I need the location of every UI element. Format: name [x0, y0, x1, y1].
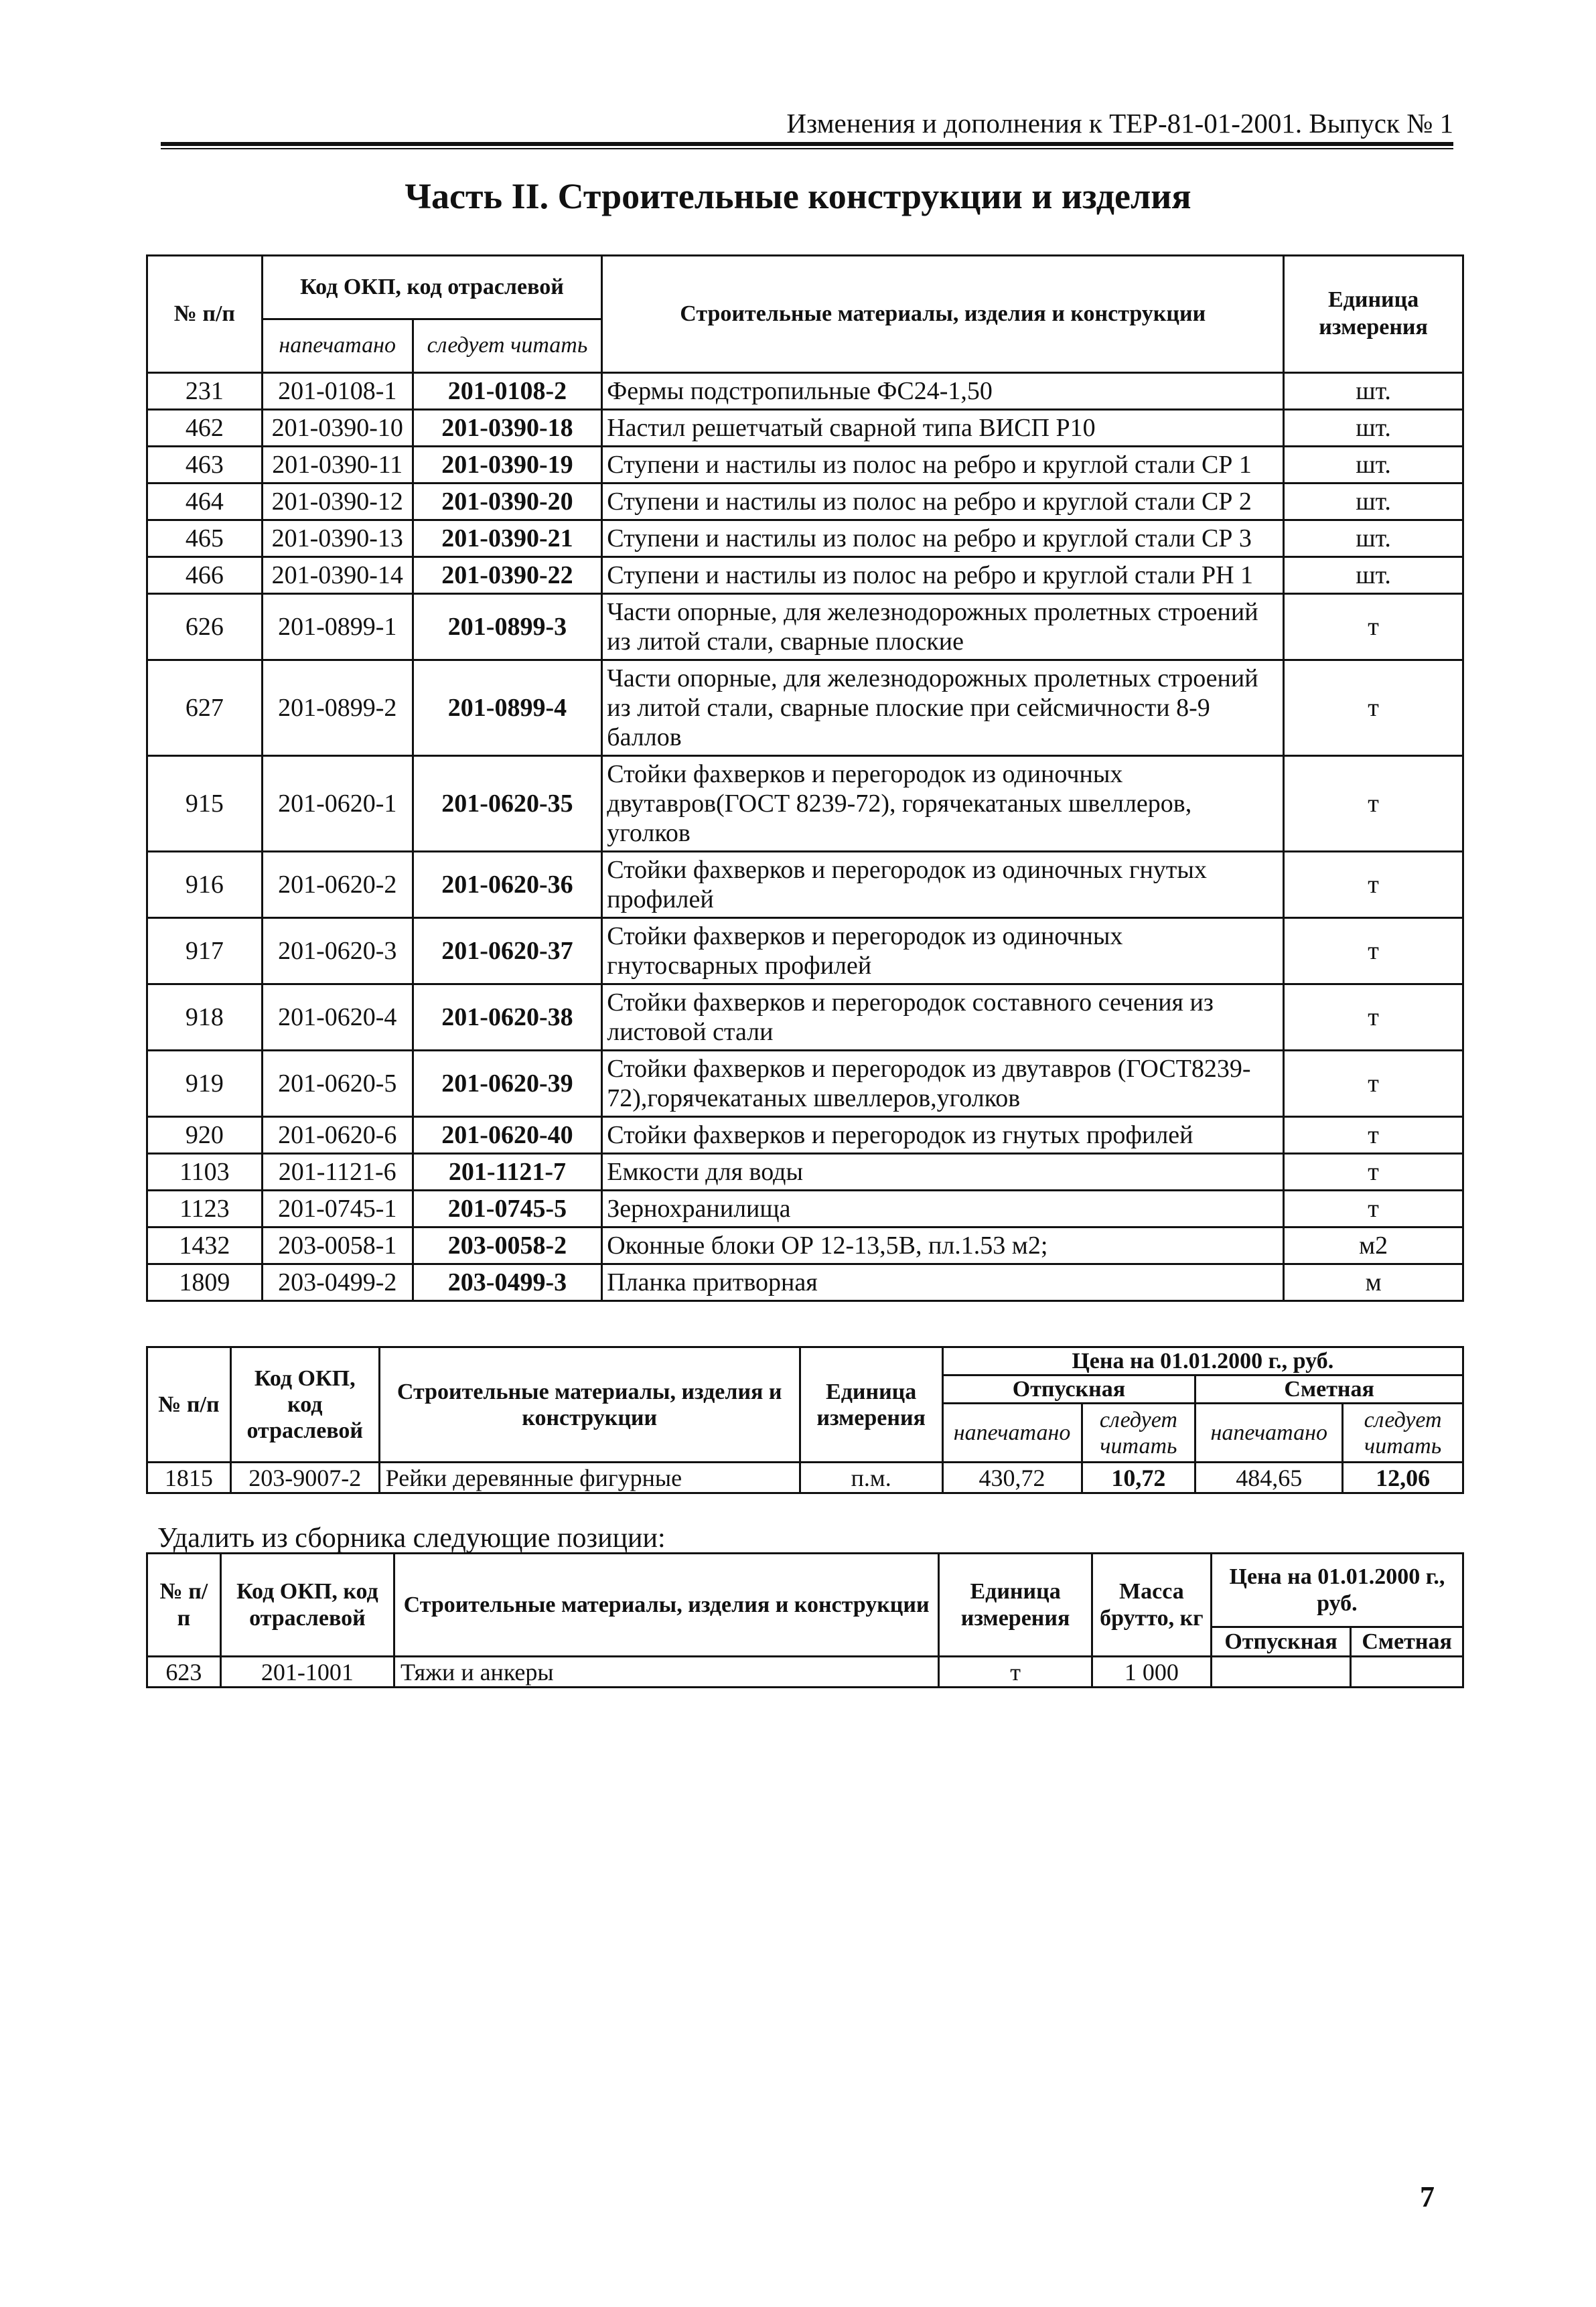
row-code-should-read: 201-0390-18: [413, 410, 602, 447]
t2-release-should: 10,72: [1082, 1463, 1195, 1493]
row-code-printed: 201-0745-1: [262, 1191, 413, 1227]
table-row: [147, 1657, 1463, 1688]
row-material-name: Фермы подстропильные ФС24-1,50: [602, 373, 1284, 410]
row-unit: шт.: [1284, 447, 1463, 483]
t2-header-release-should: следует читать: [1082, 1404, 1195, 1463]
row-unit: т: [1284, 918, 1463, 984]
t2-header-release-printed: напечатано: [942, 1404, 1082, 1463]
t2-release-printed: 430,72: [942, 1463, 1082, 1493]
row-code-printed: 201-0390-13: [262, 520, 413, 557]
row-code-printed: 201-0390-10: [262, 410, 413, 447]
removal-table: [146, 1552, 1464, 1688]
row-unit: м2: [1284, 1227, 1463, 1264]
row-material-name: Емкости для воды: [602, 1154, 1284, 1191]
row-code-should-read: 201-0620-38: [413, 984, 602, 1051]
table-row: [147, 852, 1463, 918]
row-material-name: Ступени и настилы из полос на ребро и круглой стали СР 2: [602, 483, 1284, 520]
row-code-should-read: 201-1121-7: [413, 1154, 602, 1191]
row-unit: т: [1284, 1154, 1463, 1191]
row-code-printed: 201-0620-6: [262, 1117, 413, 1154]
row-unit: т: [1284, 1051, 1463, 1117]
row-num: 462: [147, 410, 263, 447]
t2-estimate-printed: 484,65: [1195, 1463, 1343, 1493]
row-material-name: Части опорные, для железнодорожных пролетных строений из литой стали, сварные плоские: [602, 594, 1284, 660]
row-num: 1432: [147, 1227, 263, 1264]
t3-header-okp: Код ОКП, код отраслевой: [220, 1554, 394, 1657]
row-material-name: Стойки фахверков и перегородок из гнутых профилей: [602, 1117, 1284, 1154]
table-row: [147, 483, 1463, 520]
row-unit: м: [1284, 1264, 1463, 1301]
row-num: 1123: [147, 1191, 263, 1227]
table-row: [147, 1463, 1463, 1493]
table-row: [147, 1051, 1463, 1117]
row-code-should-read: 203-0499-3: [413, 1264, 602, 1301]
t2-header-unit: Единица измерения: [800, 1347, 942, 1463]
row-material-name: Настил решетчатый сварной типа ВИСП Р10: [602, 410, 1284, 447]
t2-header-estimate-printed: напечатано: [1195, 1404, 1343, 1463]
row-material-name: Ступени и настилы из полос на ребро и круглой стали РН 1: [602, 557, 1284, 594]
row-unit: шт.: [1284, 483, 1463, 520]
t2-header-okp: Код ОКП, код отраслевой: [230, 1347, 379, 1463]
header-printed: напечатано: [262, 319, 413, 373]
row-material-name: Ступени и настилы из полос на ребро и круглой стали СР 3: [602, 520, 1284, 557]
row-code-printed: 201-0108-1: [262, 373, 413, 410]
row-code-should-read: 201-0745-5: [413, 1191, 602, 1227]
row-code-should-read: 201-0899-4: [413, 660, 602, 756]
row-material-name: Зернохранилища: [602, 1191, 1284, 1227]
row-num: 465: [147, 520, 263, 557]
table-row: [147, 410, 1463, 447]
t2-header-release: Отпускная: [942, 1375, 1195, 1404]
row-unit: шт.: [1284, 557, 1463, 594]
row-code-printed: 201-0899-1: [262, 594, 413, 660]
t2-unit: п.м.: [800, 1463, 942, 1493]
row-unit: т: [1284, 984, 1463, 1051]
t3-release: [1211, 1657, 1350, 1688]
t2-header-estimate: Сметная: [1195, 1375, 1463, 1404]
t3-header-mass: Масса брутто, кг: [1092, 1554, 1211, 1657]
row-unit: т: [1284, 660, 1463, 756]
table-row: [147, 520, 1463, 557]
t3-mass: 1 000: [1092, 1657, 1211, 1688]
row-code-should-read: 201-0620-39: [413, 1051, 602, 1117]
row-unit: т: [1284, 594, 1463, 660]
row-code-printed: 201-0390-12: [262, 483, 413, 520]
row-num: 915: [147, 756, 263, 852]
t3-header-release: Отпускная: [1211, 1627, 1350, 1657]
row-code-should-read: 201-0390-21: [413, 520, 602, 557]
table-row: [147, 594, 1463, 660]
row-code-should-read: 201-0390-22: [413, 557, 602, 594]
row-unit: т: [1284, 1117, 1463, 1154]
row-num: 920: [147, 1117, 263, 1154]
t2-header-materials: Строительные материалы, изделия и конструкции: [379, 1347, 800, 1463]
row-num: 916: [147, 852, 263, 918]
header-num: № п/п: [147, 256, 263, 373]
t3-header-materials: Строительные материалы, изделия и конструкции: [394, 1554, 939, 1657]
table-row: [147, 660, 1463, 756]
table-row: [147, 1227, 1463, 1264]
t2-okp: 203-9007-2: [230, 1463, 379, 1493]
row-num: 918: [147, 984, 263, 1051]
row-material-name: Оконные блоки ОР 12-13,5В, пл.1.53 м2;: [602, 1227, 1284, 1264]
table-row: [147, 557, 1463, 594]
t2-estimate-should: 12,06: [1343, 1463, 1463, 1493]
header-rule: [161, 142, 1453, 149]
t2-header-num: № п/п: [147, 1347, 231, 1463]
row-code-printed: 201-0620-3: [262, 918, 413, 984]
removal-note: Удалить из сборника следующие позиции:: [157, 1523, 666, 1554]
page-number: 7: [1420, 2180, 1435, 2213]
row-unit: шт.: [1284, 373, 1463, 410]
row-code-printed: 201-1121-6: [262, 1154, 413, 1191]
t2-num: 1815: [147, 1463, 231, 1493]
table-row: [147, 918, 1463, 984]
table-row: [147, 984, 1463, 1051]
t3-header-num: № п/п: [147, 1554, 221, 1657]
row-num: 919: [147, 1051, 263, 1117]
row-material-name: Стойки фахверков и перегородок из одиночных двутавров(ГОСТ 8239-72), горячекатаных швеллеров, уголков: [602, 756, 1284, 852]
t3-header-price: Цена на 01.01.2000 г., руб.: [1211, 1554, 1463, 1627]
row-code-printed: 201-0620-4: [262, 984, 413, 1051]
row-num: 466: [147, 557, 263, 594]
row-code-should-read: 201-0899-3: [413, 594, 602, 660]
row-num: 917: [147, 918, 263, 984]
row-code-printed: 201-0620-5: [262, 1051, 413, 1117]
row-code-printed: 201-0390-14: [262, 557, 413, 594]
row-code-should-read: 201-0108-2: [413, 373, 602, 410]
t2-header-estimate-should: следует читать: [1343, 1404, 1463, 1463]
row-material-name: Стойки фахверков и перегородок из одиночных гнутых профилей: [602, 852, 1284, 918]
row-unit: шт.: [1284, 520, 1463, 557]
row-code-printed: 201-0620-2: [262, 852, 413, 918]
t3-num: 623: [147, 1657, 221, 1688]
t3-unit: т: [939, 1657, 1092, 1688]
row-unit: т: [1284, 852, 1463, 918]
table-row: [147, 756, 1463, 852]
row-unit: т: [1284, 756, 1463, 852]
table-row: [147, 1264, 1463, 1301]
row-code-printed: 203-0499-2: [262, 1264, 413, 1301]
row-material-name: Части опорные, для железнодорожных пролетных строений из литой стали, сварные плоские при сейсмичности 8-9 баллов: [602, 660, 1284, 756]
t3-header-unit: Единица измерения: [939, 1554, 1092, 1657]
table-row: [147, 447, 1463, 483]
part-title: Часть II. Строительные конструкции и изделия: [405, 176, 1191, 216]
t2-header-price: Цена на 01.01.2000 г., руб.: [942, 1347, 1463, 1375]
table-row: [147, 1154, 1463, 1191]
row-code-printed: 201-0390-11: [262, 447, 413, 483]
row-code-printed: 201-0620-1: [262, 756, 413, 852]
row-num: 463: [147, 447, 263, 483]
running-header: Изменения и дополнения к ТЕР-81-01-2001. Выпуск № 1: [786, 108, 1453, 139]
price-correction-table: [146, 1346, 1464, 1494]
row-num: 627: [147, 660, 263, 756]
row-material-name: Стойки фахверков и перегородок составного сечения из листовой стали: [602, 984, 1284, 1051]
row-material-name: Стойки фахверков и перегородок из одиночных гнутосварных профилей: [602, 918, 1284, 984]
t3-okp: 201-1001: [220, 1657, 394, 1688]
row-code-printed: 203-0058-1: [262, 1227, 413, 1264]
row-unit: шт.: [1284, 410, 1463, 447]
t2-name: Рейки деревянные фигурные: [379, 1463, 800, 1493]
row-code-should-read: 201-0390-20: [413, 483, 602, 520]
t3-estimate: [1351, 1657, 1463, 1688]
header-okp-code: Код ОКП, код отраслевой: [262, 256, 601, 319]
row-num: 464: [147, 483, 263, 520]
t3-header-estimate: Сметная: [1351, 1627, 1463, 1657]
row-material-name: Ступени и настилы из полос на ребро и круглой стали СР 1: [602, 447, 1284, 483]
row-code-should-read: 203-0058-2: [413, 1227, 602, 1264]
header-materials: Строительные материалы, изделия и конструкции: [602, 256, 1284, 373]
row-material-name: Стойки фахверков и перегородок из двутавров (ГОСТ8239-72),горячекатаных швеллеров,уголков: [602, 1051, 1284, 1117]
row-code-should-read: 201-0620-35: [413, 756, 602, 852]
row-num: 1103: [147, 1154, 263, 1191]
row-num: 626: [147, 594, 263, 660]
table-row: [147, 1117, 1463, 1154]
t3-name: Тяжи и анкеры: [394, 1657, 939, 1688]
row-num: 231: [147, 373, 263, 410]
table-row: [147, 1191, 1463, 1227]
header-should-read: следует читать: [413, 319, 602, 373]
row-unit: т: [1284, 1191, 1463, 1227]
header-unit: Единица измерения: [1284, 256, 1463, 373]
row-code-should-read: 201-0390-19: [413, 447, 602, 483]
row-code-should-read: 201-0620-37: [413, 918, 602, 984]
row-num: 1809: [147, 1264, 263, 1301]
row-material-name: Планка притворная: [602, 1264, 1284, 1301]
table-row: [147, 373, 1463, 410]
row-code-printed: 201-0899-2: [262, 660, 413, 756]
corrections-table-body: [147, 373, 1463, 1301]
row-code-should-read: 201-0620-36: [413, 852, 602, 918]
corrections-table: [146, 254, 1464, 1302]
row-code-should-read: 201-0620-40: [413, 1117, 602, 1154]
